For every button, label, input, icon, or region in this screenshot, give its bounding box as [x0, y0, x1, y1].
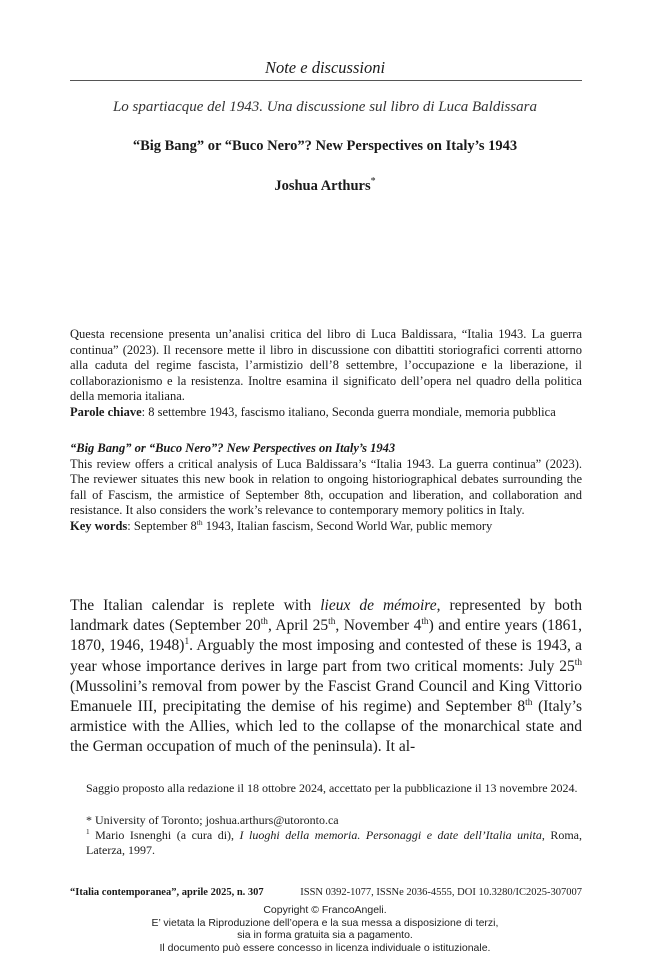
article-title: “Big Bang” or “Buco Nero”? New Perspectives on Italy’s 1943	[132, 138, 518, 154]
journal-citation: “Italia contemporanea”, aprile 2025, n. 307	[70, 887, 264, 898]
body-t7: (Mussolini’s removal from power by the Fascist Grand Council and King Vittorio Emanuele III, precipitating the demise of his regime) and September 8	[70, 677, 582, 716]
copyright-line-4: Il documento può essere concesso in licenza individuale o istituzionale.	[159, 941, 491, 954]
body-t2: , represented by both landmark dates (September 20	[70, 597, 582, 635]
footnote-1-post: , Roma, Laterza, 1997.	[86, 828, 583, 857]
keywords-english-label: Key words	[70, 518, 128, 533]
issn-doi: ISSN 0392-1077, ISSNe 2036-4555, DOI 10.3280/IC2025-307007	[300, 887, 582, 898]
keywords-italian	[70, 405, 582, 421]
body-t8: (Italy’s armistice with the Allies, which led to the collapse of the monarchical state and the German occupation of much of the peninsula). It al-	[70, 698, 582, 756]
copyright-line-3: sia in forma gratuita sia a pagamento.	[237, 929, 413, 942]
keywords-italian-label: Parole chiave	[70, 404, 142, 419]
abstract-italian-text: Questa recensione presenta un’analisi critica del libro di Luca Baldissara, “Italia 1943. La guerra continua” (2023). Il recensore mette il libro in discussione con dibattiti storiografici correnti attorno alla caduta del regime fascista, l’armistizio dell’8 settembre, l’occupazione e la liberazione, il collaborazionismo e la resistenza. Inoltre esamina il significato dell’opera nel quadro della politica della memoria italiana.	[70, 327, 582, 403]
footnote-1-italic: I luoghi della memoria. Personaggi e date dell’Italia unita	[239, 828, 542, 842]
body-s6: th	[525, 697, 533, 708]
footnote-1-pre: Mario Isnenghi (a cura di),	[89, 828, 240, 842]
keywords-english-pre: : September 8	[127, 518, 197, 533]
author-name-text: Joshua Arthurs	[274, 177, 371, 194]
body-s3: th	[421, 617, 429, 628]
copyright-line-1: Copyright © FrancoAngeli.	[263, 904, 387, 916]
author-footnote-mark: *	[370, 176, 376, 187]
body-t1: The Italian calendar is replete with	[70, 597, 321, 614]
author-name	[0, 176, 650, 195]
body-s5: th	[574, 657, 582, 668]
keywords-italian-values: : 8 settembre 1943, fascismo italiano, Seconda guerra mondiale, memoria pubblica	[141, 404, 556, 419]
abstract-english	[70, 441, 582, 534]
footnote-1-mark: 1	[86, 828, 90, 836]
footnote-ref-1: 1	[184, 637, 190, 648]
keywords-english-sup: th	[196, 517, 203, 527]
abstract-english-heading: “Big Bang” or “Buco Nero”? New Perspectives on Italy’s 1943	[70, 441, 396, 455]
abstract-italian	[70, 327, 582, 420]
abstract-english-text: This review offers a critical analysis of Luca Baldissara’s “Italia 1943. La guerra continua” (2023). The reviewer situates this new book in relation to ongoing historiographical debates surrounding the fall of Fascism, the armistice of September 8th, occupation and liberation, and collaboration and resistance. It also considers the work’s relevance to contemporary memory politics in Italy.	[70, 456, 582, 517]
article-subtitle: Lo spartiacque del 1943. Una discussione sul libro di Luca Baldissara	[112, 99, 538, 115]
body-paragraph-text	[70, 596, 582, 758]
section-title: Note e discussioni	[264, 58, 386, 77]
submission-note: Saggio proposto alla redazione il 18 ottobre 2024, accettato per la pubblicazione il 13 novembre 2024.	[86, 781, 578, 795]
copyright-notice	[0, 904, 650, 954]
keywords-english	[70, 519, 582, 535]
body-s2: th	[328, 617, 336, 628]
body-t3: , April 25	[267, 617, 329, 635]
header-rule	[70, 80, 582, 81]
footnote-1	[86, 828, 582, 858]
copyright-line-2: E’ vietata la Riproduzione dell’opera e la sua messa a disposizione di terzi,	[151, 916, 499, 929]
body-t5: ) and entire years (1861, 1870, 1946, 1948)	[70, 617, 582, 655]
keywords-english-post: 1943, Italian fascism, Second World War, public memory	[202, 518, 493, 533]
author-affiliation-note: * University of Toronto; joshua.arthurs@utoronto.ca	[86, 813, 339, 827]
body-t1-italic: lieux de mémoire	[320, 597, 437, 614]
body-s1: th	[260, 617, 268, 628]
body-t6: . Arguably the most imposing and contested of these is 1943, a year whose importance derives in large part from two critical moments: July 25	[70, 637, 582, 675]
body-t4: , November 4	[335, 617, 422, 635]
body-paragraph	[70, 596, 582, 758]
